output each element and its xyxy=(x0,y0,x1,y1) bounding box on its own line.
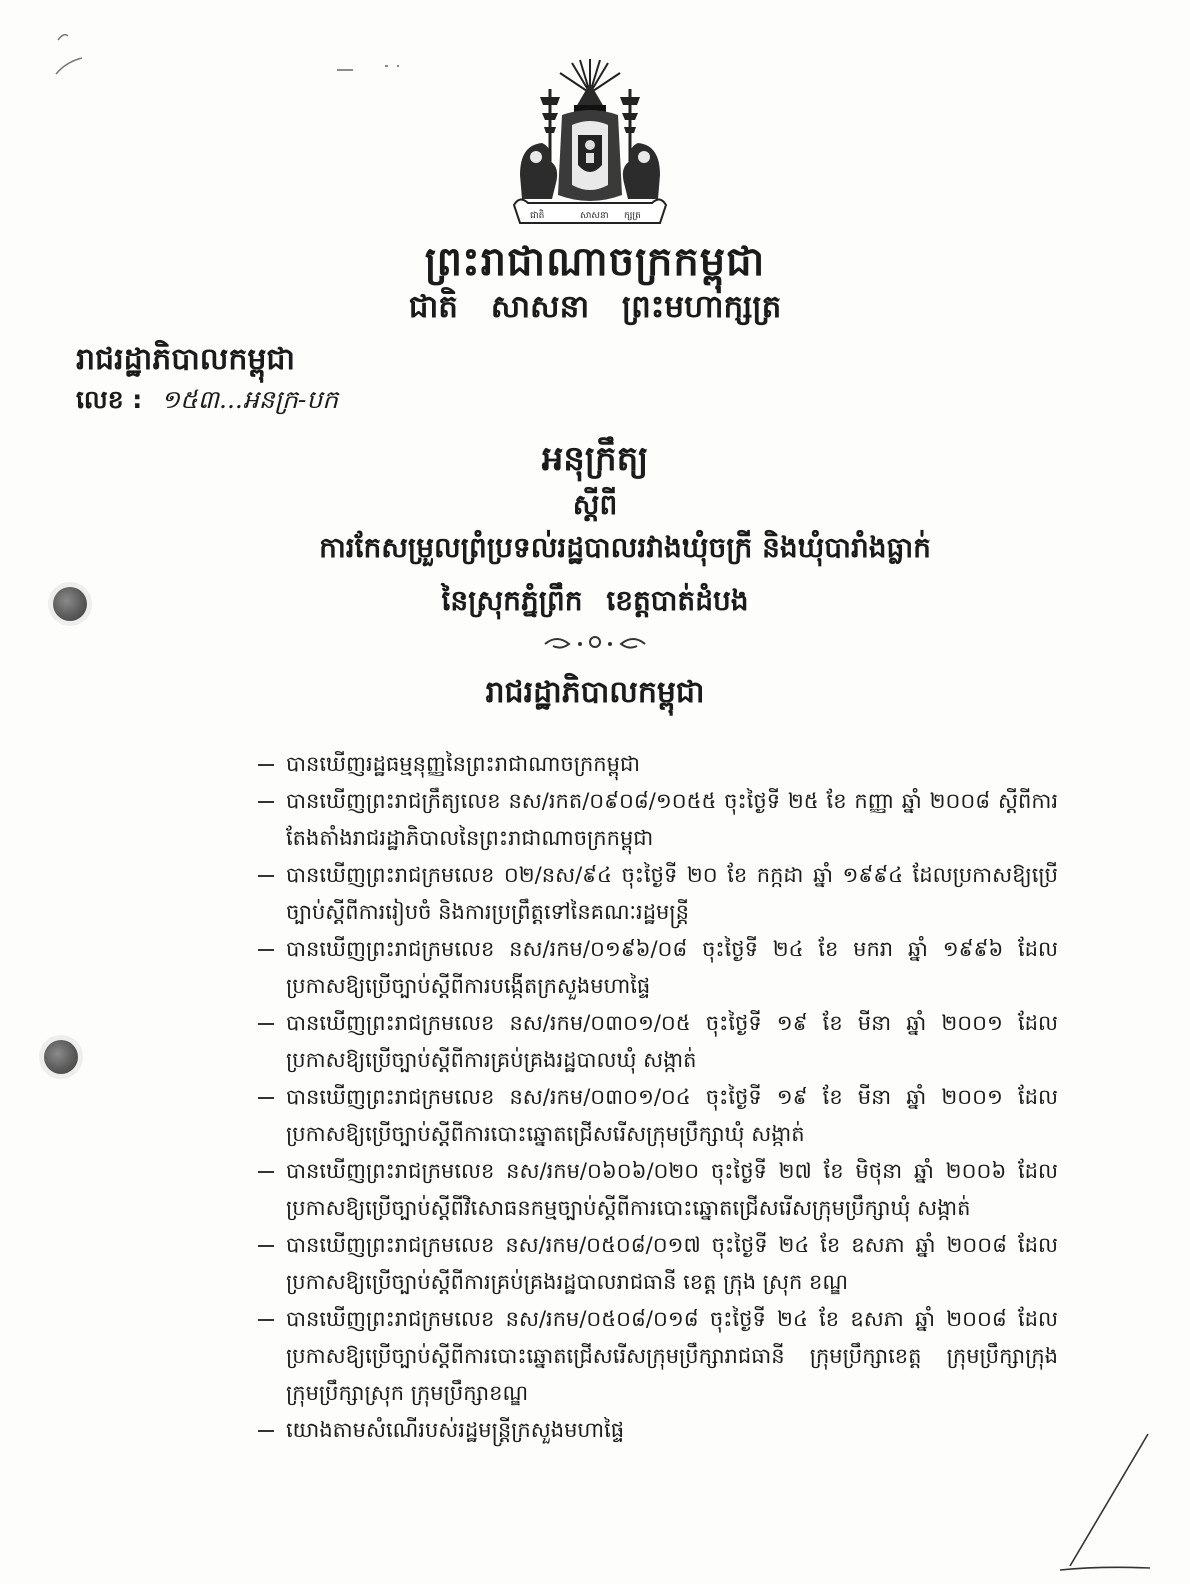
list-item xyxy=(258,1227,1058,1301)
list-item xyxy=(258,746,1058,783)
kingdom-title: ព្រះរាជាណាចក្រកម្ពុជា xyxy=(424,239,766,285)
consideration-text: បានឃើញព្រះរាជក្រមលេខ នស/រកម/០៦០៦/០២០ ចុះថ្ងៃទី ២៧ ខែ មិថុនា ឆ្នាំ ២០០៦ ដែលប្រកាសឱ្យប្រើច្បាប់ស្តីពីវិសោធនកម្មច្បាប់ស្តីពីការបោះឆ្នោតជ្រើសរើសក្រុមប្រឹក្សាឃុំ សង្កាត់ xyxy=(286,1159,1058,1220)
list-item xyxy=(258,1079,1058,1153)
punch-hole xyxy=(44,1040,78,1074)
reference-number: ១៥៣...អនក្រ-បក xyxy=(161,385,339,414)
list-item xyxy=(258,1412,1058,1449)
punch-hole xyxy=(53,587,87,621)
pen-stroke-mark xyxy=(335,62,415,74)
list-item xyxy=(258,931,1058,1005)
pen-stroke-mark xyxy=(50,30,90,80)
consideration-text: បានឃើញព្រះរាជក្រមលេខ នស/រកម/០១៩៦/០៨ ចុះថ្ងៃទី ២៤ ខែ មករា ឆ្នាំ ១៩៩៦ ដែលប្រកាសឱ្យប្រើច្បាប់ស្តីពីការបង្កើតក្រសួងមហាផ្ទៃ xyxy=(286,937,1058,998)
considerations-list xyxy=(258,746,1058,1449)
list-item xyxy=(258,857,1058,931)
list-item xyxy=(258,1005,1058,1079)
list-item xyxy=(258,783,1058,857)
consideration-text: បានឃើញព្រះរាជក្រឹត្យលេខ នស/រកត/០៩០៨/១០៥៥ ចុះថ្ងៃទី ២៥ ខែ កញ្ញា ឆ្នាំ ២០០៨ ស្តីពីការតែងតាំងរាជរដ្ឋាភិបាលនៃព្រះរាជាណាចក្រកម្ពុជា xyxy=(286,789,1058,850)
signature-stroke-mark xyxy=(1040,1430,1170,1580)
national-motto: ជាតិ សាសនា ព្រះមហាក្សត្រ xyxy=(408,289,782,325)
consideration-text: យោងតាមសំណើរបស់រដ្ឋមន្ត្រីក្រសួងមហាផ្ទៃ xyxy=(286,1418,625,1442)
divider-ornament-icon xyxy=(540,632,650,652)
reference-number-line xyxy=(76,385,338,421)
about-label: ស្តីពី xyxy=(572,488,618,521)
consideration-text: បានឃើញព្រះរាជក្រមលេខ នស/រកម/០៥០៨/០១៧ ចុះថ្ងៃទី ២៤ ខែ ឧសភា ឆ្នាំ ២០០៨ ដែលប្រកាសឱ្យប្រើច្បាប់ស្តីពីការគ្រប់គ្រងរដ្ឋបាលរាជធានី ខេត្ត ក្រុង ស្រុក ខណ្ឌ xyxy=(286,1233,1058,1294)
consideration-text: បានឃើញព្រះរាជក្រមលេខ នស/រកម/០៥០៨/០១៨ ចុះថ្ងៃទី ២៤ ខែ ឧសភា ឆ្នាំ ២០០៨ ដែលប្រកាសឱ្យប្រើច្បាប់ស្តីពីការបោះឆ្នោតជ្រើសរើសក្រុមប្រឹក្សារាជធានី ក្រុមប្រឹក្សាខេត្ត ក្រុមប្រឹក្សាក្រុង ក្រុមប្រឹក្សាស្រុក ក្រុមប្រឹក្សាខណ្ឌ xyxy=(286,1307,1058,1405)
scroll-text-1: ជាតិ xyxy=(530,211,545,221)
list-item xyxy=(258,1301,1058,1412)
consideration-text: បានឃើញព្រះរាជក្រមលេខ នស/រកម/០៣០១/០៥ ចុះថ្ងៃទី ១៩ ខែ មីនា ឆ្នាំ ២០០១ ដែលប្រកាសឱ្យប្រើច្បាប់ស្តីពីការគ្រប់គ្រងរដ្ឋបាលឃុំ សង្កាត់ xyxy=(286,1011,1058,1072)
scroll-text-3: ក្សត្រ xyxy=(624,211,641,221)
subject-line-1: ការកែសម្រួលព្រំប្រទល់រដ្ឋបាលរវាងឃុំចក្រី និងឃុំបារាំងធ្លាក់ xyxy=(319,531,931,564)
subject-line-2: នៃស្រុកភ្នំព្រឹក ខេត្តបាត់ដំបង xyxy=(441,584,749,617)
royal-coat-of-arms-icon xyxy=(500,55,680,235)
reference-label: លេខ : xyxy=(76,385,143,414)
consideration-text: បានឃើញរដ្ឋធម្មនុញ្ញនៃព្រះរាជាណាចក្រកម្ពុជា xyxy=(286,752,640,776)
scroll-text-2: សាសនា xyxy=(580,211,609,221)
government-heading: រាជរដ្ឋាភិបាលកម្ពុជា xyxy=(485,675,705,710)
document-type: អនុក្រឹត្យ xyxy=(541,439,649,479)
issuing-authority: រាជរដ្ឋាភិបាលកម្ពុជា xyxy=(76,342,295,377)
consideration-text: បានឃើញព្រះរាជក្រមលេខ នស/រកម/០៣០១/០៤ ចុះថ្ងៃទី ១៩ ខែ មីនា ឆ្នាំ ២០០១ ដែលប្រកាសឱ្យប្រើច្បាប់ស្តីពីការបោះឆ្នោតជ្រើសរើសក្រុមប្រឹក្សាឃុំ សង្កាត់ xyxy=(286,1085,1058,1146)
list-item xyxy=(258,1153,1058,1227)
consideration-text: បានឃើញព្រះរាជក្រមលេខ ០២/នស/៩៤ ចុះថ្ងៃទី ២០ ខែ កក្កដា ឆ្នាំ ១៩៩៤ ដែលប្រកាសឱ្យប្រើច្បាប់ស្តីពីការរៀបចំ និងការប្រព្រឹត្តទៅនៃគណៈរដ្ឋមន្ត្រី xyxy=(286,863,1058,924)
